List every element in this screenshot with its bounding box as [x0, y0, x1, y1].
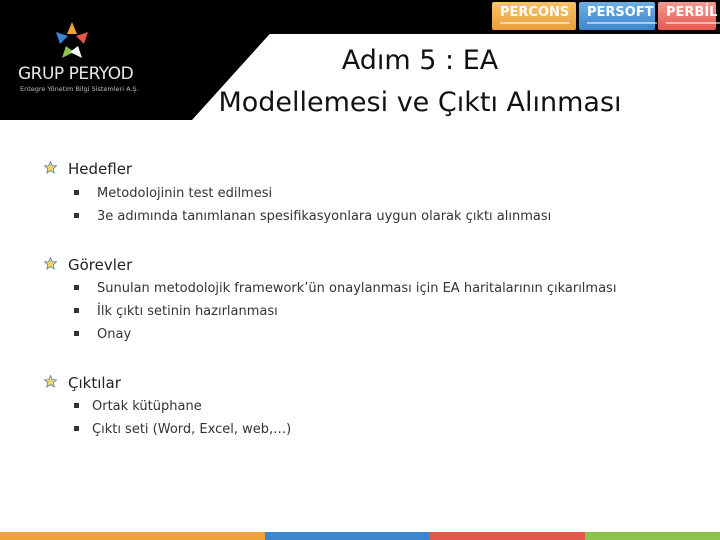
square-bullet-icon — [74, 213, 79, 218]
square-bullet-icon — [74, 190, 79, 195]
brand-perbil-suffix: BİL — [694, 5, 718, 20]
brand-persoft-suffix: SOFT — [615, 5, 654, 20]
list-item — [74, 304, 278, 319]
square-bullet-icon — [74, 331, 79, 336]
list-item — [74, 209, 551, 224]
section-heading — [44, 374, 121, 392]
footer-segment-red — [430, 532, 585, 540]
slide-title-line2: Modellemesi ve Çıktı Alınması — [218, 87, 622, 118]
star-bullet-icon — [44, 374, 58, 392]
list-item — [74, 399, 202, 414]
section-heading-text: Hedefler — [68, 160, 133, 178]
list-item — [74, 327, 131, 342]
list-item-text: İlk çıktı setinin hazırlanması — [97, 304, 278, 319]
footer-color-strip — [0, 532, 720, 540]
brand-percons-suffix: CONS — [528, 5, 570, 20]
section-heading-text: Görevler — [68, 256, 133, 274]
slide-title — [170, 40, 670, 124]
brand-perbil-prefix: PER — [666, 5, 695, 20]
brand-persoft[interactable] — [579, 2, 655, 30]
square-bullet-icon — [74, 285, 79, 290]
grup-peryod-logo-icon — [50, 18, 94, 62]
logo-tagline: Entegre Yönetim Bilgi Sistemleri A.Ş. — [20, 85, 139, 93]
section-heading — [44, 160, 132, 178]
star-bullet-icon — [44, 160, 58, 178]
list-item-text: Onay — [97, 327, 132, 342]
brand-percons-prefix: PER — [500, 5, 529, 20]
section-heading-text: Çıktılar — [68, 374, 121, 392]
star-bullet-icon — [44, 256, 58, 274]
brand-persoft-underline — [587, 22, 657, 24]
list-item-text: 3e adımında tanımlanan spesifikasyonlara uygun olarak çıktı alınması — [97, 209, 552, 224]
brand-perbil-underline — [666, 22, 720, 24]
footer-segment-orange — [0, 532, 265, 540]
brand-percons[interactable] — [492, 2, 576, 30]
slide-title-line1: Adım 5 : EA — [341, 45, 499, 76]
list-item — [74, 281, 616, 296]
section-heading — [44, 256, 132, 274]
square-bullet-icon — [74, 308, 79, 313]
brand-percons-underline — [500, 22, 570, 24]
list-item — [74, 186, 272, 201]
square-bullet-icon — [74, 403, 79, 408]
brand-persoft-prefix: PER — [587, 5, 616, 20]
list-item-text: Çıktı seti (Word, Excel, web,…) — [92, 422, 292, 437]
list-item-text: Metodolojinin test edilmesi — [97, 186, 273, 201]
square-bullet-icon — [74, 426, 79, 431]
logo-name: GRUP PERYOD — [18, 64, 134, 84]
footer-segment-blue — [265, 532, 430, 540]
brand-perbil[interactable] — [658, 2, 716, 30]
list-item-text: Sunulan metodolojik framework’ün onaylanması için EA haritalarının çıkarılması — [97, 281, 617, 296]
list-item — [74, 422, 291, 437]
footer-segment-green — [585, 532, 720, 540]
list-item-text: Ortak kütüphane — [92, 399, 202, 414]
